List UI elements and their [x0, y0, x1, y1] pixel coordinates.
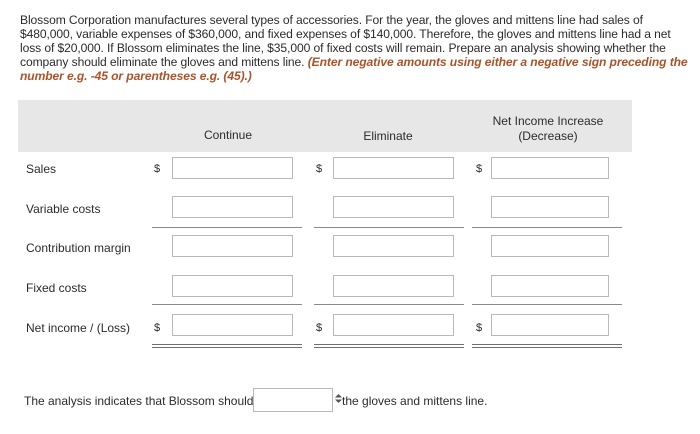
row-label-sales: Sales	[26, 162, 57, 176]
input-sales-col1[interactable]	[172, 157, 293, 179]
problem-statement	[20, 13, 692, 83]
dollar-sign: $	[476, 163, 483, 175]
input-contribution-margin-col1[interactable]	[172, 235, 293, 257]
input-variable-costs-col2[interactable]	[333, 196, 454, 218]
subtotal-rule	[152, 304, 302, 305]
column-header-eliminate: Eliminate	[363, 129, 413, 143]
dollar-sign: $	[476, 322, 483, 334]
total-double-rule	[314, 344, 464, 348]
input-contribution-margin-col2[interactable]	[333, 235, 454, 257]
input-contribution-margin-col3[interactable]	[491, 235, 609, 257]
dollar-sign: $	[154, 322, 161, 334]
input-sales-col3[interactable]	[491, 157, 609, 179]
input-fixed-costs-col3[interactable]	[491, 275, 609, 297]
row-label-net-income: Net income / (Loss)	[26, 321, 131, 335]
subtotal-rule	[314, 227, 464, 228]
total-double-rule	[152, 344, 302, 348]
conclusion-prefix: The analysis indicates that Blossom should	[24, 394, 254, 408]
column-header-net-income: Net Income Increase (Decrease)	[492, 114, 604, 143]
column-header-continue: Continue	[203, 128, 253, 142]
input-sales-col2[interactable]	[333, 157, 454, 179]
dollar-sign: $	[316, 163, 323, 175]
dollar-sign: $	[316, 322, 323, 334]
subtotal-rule	[472, 227, 622, 228]
problem-instruction: (Enter negative amounts using either a negative sign preceding the number e.g. -45 or parentheses e.g. (45).)	[20, 55, 688, 83]
input-net-income-col1[interactable]	[172, 314, 293, 336]
total-double-rule	[472, 344, 622, 348]
conclusion-suffix: the gloves and mittens line.	[342, 394, 488, 408]
decision-select[interactable]	[253, 388, 333, 412]
input-variable-costs-col1[interactable]	[172, 196, 293, 218]
row-label-fixed-costs: Fixed costs	[26, 281, 87, 295]
input-fixed-costs-col1[interactable]	[172, 275, 293, 297]
row-label-contribution-margin: Contribution margin	[26, 241, 131, 255]
row-label-variable-costs: Variable costs	[26, 202, 101, 216]
problem-text: Blossom Corporation manufactures several types of accessories. For the year, the gloves and mittens line had sales of $480,000, variable expenses of $360,000, and fixed expenses of $140,000. Therefore, the gloves and mittens line had a net loss of $20,000. If Blossom eliminates the line, $35,000 of fixed costs will remain. Prepare an analysis showing whether the company should eliminate the gloves and mittens line.	[20, 13, 671, 69]
input-fixed-costs-col2[interactable]	[333, 275, 454, 297]
subtotal-rule	[472, 304, 622, 305]
input-net-income-col2[interactable]	[333, 314, 454, 336]
input-variable-costs-col3[interactable]	[491, 196, 609, 218]
dollar-sign: $	[154, 163, 161, 175]
subtotal-rule	[152, 227, 302, 228]
subtotal-rule	[314, 304, 464, 305]
input-net-income-col3[interactable]	[491, 314, 609, 336]
